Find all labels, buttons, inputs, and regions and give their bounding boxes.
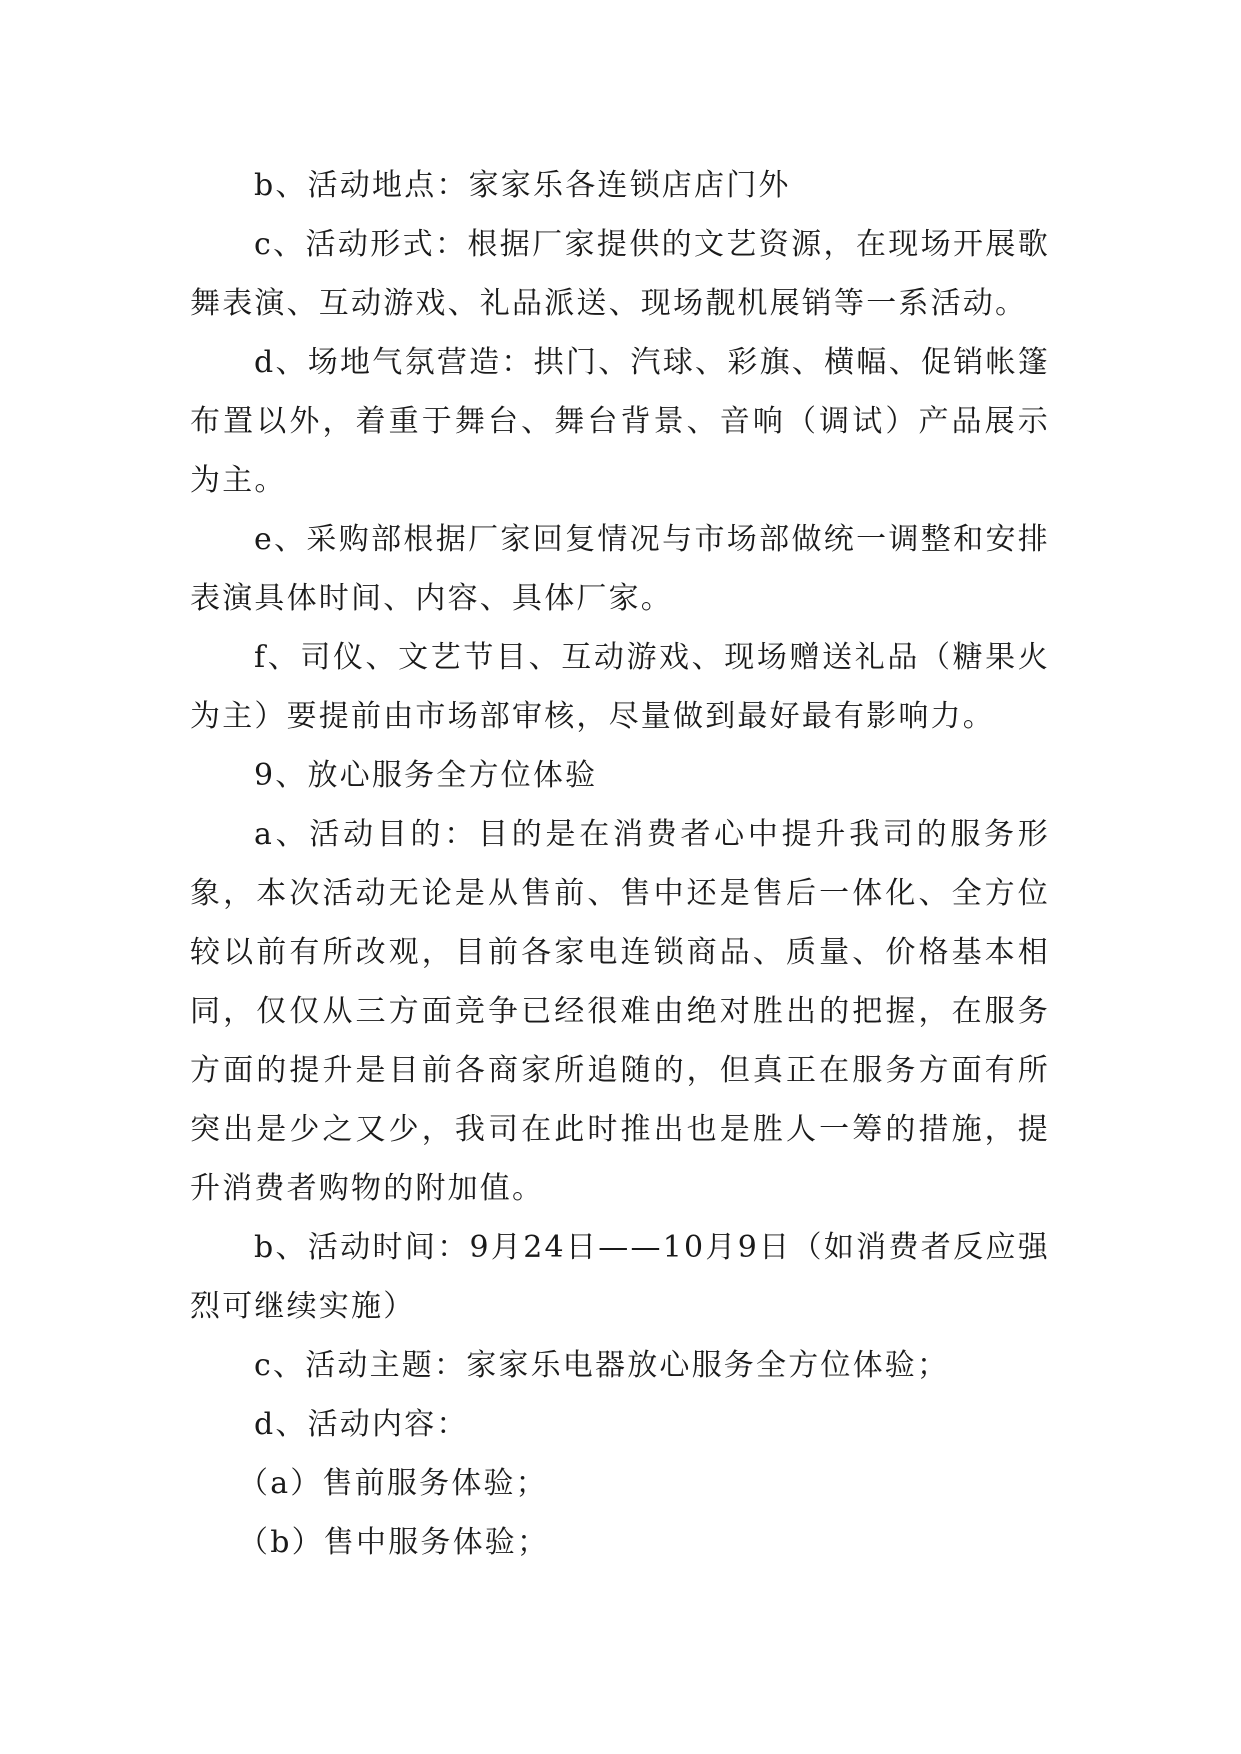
paragraph-atmosphere: d、场地气氛营造：拱门、汽球、彩旗、横幅、促销帐篷布置以外，着重于舞台、舞台背景、音响（调试）产品展示为主。 [190,345,1050,498]
section-heading-service: 9、放心服务全方位体验 [254,758,598,793]
paragraph-purpose: a、活动目的：目的是在消费者心中提升我司的服务形象，本次活动无论是从售前、售中还是售后一体化、全方位较以前有所改观，目前各家电连锁商品、质量、价格基本相同，仅仅从三方面竞争已经很难由绝对胜出的把握，在服务方面的提升是目前各商家所追随的，但真正在服务方面有所突出是少之又少，我司在此时推出也是胜人一筹的措施，提升消费者购物的附加值。 [190,817,1050,1206]
paragraph-content: d、活动内容： [254,1407,469,1442]
paragraph-time: b、活动时间：9月24日——10月9日（如消费者反应强烈可继续实施） [190,1230,1050,1324]
paragraph-host-review: f、司仪、文艺节目、互动游戏、现场赠送礼品（糖果火为主）要提前由市场部审核，尽量做到最好最有影响力。 [190,640,1050,734]
paragraph-location: b、活动地点：家家乐各连锁店店门外 [254,168,791,203]
list-item-in-sale: （b）售中服务体验； [238,1525,550,1560]
paragraph-format: c、活动形式：根据厂家提供的文艺资源，在现场开展歌舞表演、互动游戏、礼品派送、现场靓机展销等一系活动。 [190,227,1050,321]
paragraph-theme: c、活动主题：家家乐电器放心服务全方位体验； [254,1348,950,1383]
paragraph-purchasing: e、采购部根据厂家回复情况与市场部做统一调整和安排表演具体时间、内容、具体厂家。 [190,522,1050,616]
list-item-pre-sale: （a）售前服务体验； [238,1466,548,1501]
document-body [190,156,1050,1572]
